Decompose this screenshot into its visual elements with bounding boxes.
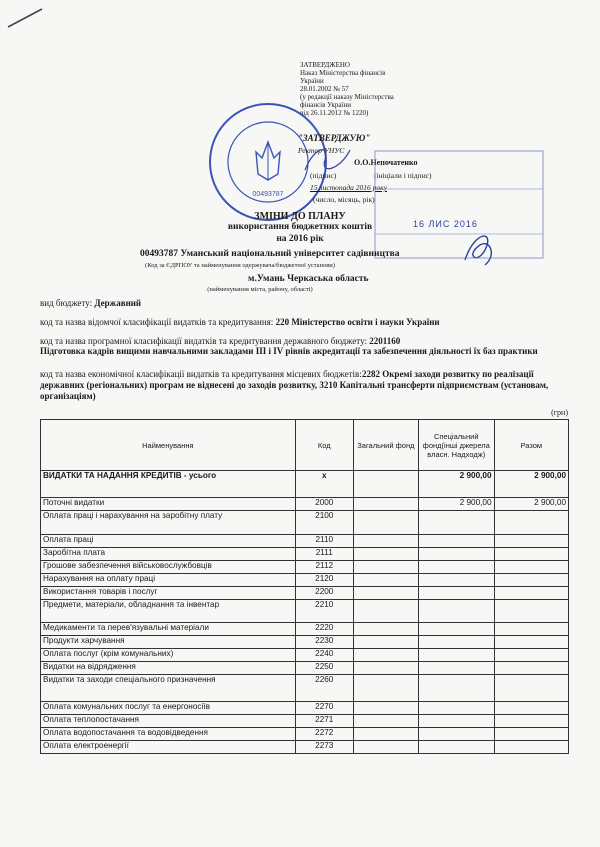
table-row: [41, 662, 569, 675]
row-general-fund: [353, 548, 418, 561]
row-special-fund: [418, 702, 494, 715]
approval-line: ЗАТВЕРДЖЕНО: [300, 61, 350, 69]
row-code: 2000: [295, 498, 353, 511]
table-row: [41, 561, 569, 574]
initials-caption: (ініціали і підпис): [374, 171, 432, 180]
approval-date: 15 листопада 2016 року: [310, 183, 388, 192]
table-row: [41, 728, 569, 741]
table-row: [41, 548, 569, 561]
row-general-fund: [353, 498, 418, 511]
row-code: 2111: [295, 548, 353, 561]
table-row: [41, 741, 569, 754]
approver-position: Ректор УНУС: [298, 146, 345, 155]
row-special-fund: [418, 623, 494, 636]
approval-line: України: [300, 77, 324, 85]
svg-text:00493787: 00493787: [252, 191, 284, 198]
department-code: [40, 317, 440, 327]
row-total: [494, 574, 568, 587]
document-subtitle: використання бюджетних коштів: [227, 222, 373, 232]
row-name: Предмети, матеріали, обладнання та інвентар: [41, 600, 296, 623]
table-row: [41, 574, 569, 587]
row-general-fund: [353, 662, 418, 675]
approval-line: 28.01.2002 № 57: [300, 85, 349, 93]
row-total: 2 900,00: [494, 471, 568, 498]
pen-stroke-mark: [6, 5, 46, 31]
city-line: м.Умань Черкаська область: [248, 274, 369, 284]
row-name: Грошове забезпечення військовослужбовців: [41, 561, 296, 574]
table-row: [41, 636, 569, 649]
row-name: Заробітна плата: [41, 548, 296, 561]
row-general-fund: [353, 471, 418, 498]
row-code: 2240: [295, 649, 353, 662]
row-total: [494, 561, 568, 574]
row-special-fund: [418, 662, 494, 675]
program-code-value: 2201160: [369, 336, 401, 346]
row-total: [494, 548, 568, 561]
row-name: Оплата теплопостачання: [41, 715, 296, 728]
row-total: [494, 675, 568, 702]
row-name: Медикаменти та перев'язувальні матеріали: [41, 623, 296, 636]
rector-signature: [300, 140, 360, 180]
table-row: [41, 587, 569, 600]
row-special-fund: [418, 600, 494, 623]
row-general-fund: [353, 561, 418, 574]
row-name: Видатки на відрядження: [41, 662, 296, 675]
program-name: Підготовка кадрів вищими навчальними закладами III і IV рівнів акредитації та забезпечення діяльності їх баз практики: [40, 346, 538, 356]
row-general-fund: [353, 741, 418, 754]
city-caption: (найменування міста, району, області): [207, 286, 313, 293]
row-name: Поточні видатки: [41, 498, 296, 511]
row-special-fund: [418, 574, 494, 587]
header-code: Код: [295, 420, 353, 471]
received-date: 16 ЛИС 2016: [413, 219, 478, 229]
table-row: [41, 623, 569, 636]
budget-type: [40, 298, 141, 308]
row-name: Видатки та заходи спеціального призначення: [41, 675, 296, 702]
row-code: 2100: [295, 511, 353, 535]
row-total: [494, 511, 568, 535]
row-general-fund: [353, 702, 418, 715]
row-general-fund: [353, 636, 418, 649]
budget-type-label: вид бюджету:: [40, 298, 93, 308]
document-year: на 2016 рік: [276, 234, 324, 244]
header-special-fund: Спеціальний фонд(інші джерела власн. Надходж): [418, 420, 494, 471]
row-special-fund: [418, 728, 494, 741]
row-code: 2272: [295, 728, 353, 741]
row-code: 2220: [295, 623, 353, 636]
row-total: [494, 741, 568, 754]
row-name: Оплата електроенергії: [41, 741, 296, 754]
table-row: [41, 675, 569, 702]
row-total: [494, 587, 568, 600]
currency-unit: (грн): [551, 408, 568, 417]
row-general-fund: [353, 715, 418, 728]
row-code: 2110: [295, 535, 353, 548]
department-label: код та назва відомчої класифікації видатків та кредитування:: [40, 317, 274, 327]
organization-line: 00493787 Уманський національний університет садівництва: [140, 249, 400, 259]
row-general-fund: [353, 535, 418, 548]
approval-line: Наказ Міністерства фінансів: [300, 69, 386, 77]
row-total: [494, 649, 568, 662]
row-total: [494, 535, 568, 548]
row-code: 2271: [295, 715, 353, 728]
row-total: 2 900,00: [494, 498, 568, 511]
row-code: 2273: [295, 741, 353, 754]
row-special-fund: [418, 535, 494, 548]
row-general-fund: [353, 574, 418, 587]
table-row: [41, 498, 569, 511]
table-row: [41, 715, 569, 728]
row-special-fund: [418, 675, 494, 702]
row-name: Оплата комунальних послуг та енергоносіїв: [41, 702, 296, 715]
row-total: [494, 636, 568, 649]
department-value: 220 Міністерство освіти і науки України: [275, 317, 440, 327]
approval-line: (у редакції наказу Міністерства: [300, 93, 394, 101]
row-code: х: [295, 471, 353, 498]
row-code: 2200: [295, 587, 353, 600]
local-code-value: 2282 Окремі заходи розвитку по реалізації державних (регіональних) програм не віднесені до заходів розвитку, 3210 Капітальні трансферти підприємствам (установам, організаціям): [40, 369, 549, 401]
row-special-fund: 2 900,00: [418, 471, 494, 498]
row-name: Оплата праці і нарахування на заробітну плату: [41, 511, 296, 535]
row-name: Продукти харчування: [41, 636, 296, 649]
program-label: код та назва програмної класифікації видатків та кредитування державного бюджету:: [40, 336, 367, 346]
approve-heading: "ЗАТВЕРДЖУЮ": [298, 133, 371, 143]
table-row: [41, 702, 569, 715]
row-name: Оплата послуг (крім комунальних): [41, 649, 296, 662]
table-row: [41, 649, 569, 662]
approval-line: фінансів України: [300, 101, 351, 109]
header-name: Найменування: [41, 420, 296, 471]
expenditure-table: [40, 419, 569, 754]
row-code: 2230: [295, 636, 353, 649]
row-code: 2270: [295, 702, 353, 715]
row-total: [494, 600, 568, 623]
row-general-fund: [353, 623, 418, 636]
budget-type-value: Державний: [94, 298, 142, 308]
header-total: Разом: [494, 420, 568, 471]
organization-caption: (Код за ЄДРПОУ та найменування одержувача/бюджетної установи): [145, 262, 335, 269]
table-row: [41, 511, 569, 535]
row-code: 2120: [295, 574, 353, 587]
row-name: Оплата праці: [41, 535, 296, 548]
row-general-fund: [353, 600, 418, 623]
document-title: ЗМІНИ ДО ПЛАНУ: [254, 211, 346, 222]
row-special-fund: [418, 587, 494, 600]
row-total: [494, 728, 568, 741]
row-special-fund: [418, 511, 494, 535]
row-special-fund: [418, 636, 494, 649]
row-name: Використання товарів і послуг: [41, 587, 296, 600]
row-general-fund: [353, 511, 418, 535]
row-total: [494, 715, 568, 728]
row-code: 2112: [295, 561, 353, 574]
row-special-fund: [418, 548, 494, 561]
row-code: 2260: [295, 675, 353, 702]
row-special-fund: [418, 561, 494, 574]
row-code: 2210: [295, 600, 353, 623]
row-total: [494, 702, 568, 715]
row-general-fund: [353, 649, 418, 662]
row-total: [494, 662, 568, 675]
header-general-fund: Загальний фонд: [353, 420, 418, 471]
row-general-fund: [353, 675, 418, 702]
signature-caption: (підпис): [310, 171, 337, 180]
row-code: 2250: [295, 662, 353, 675]
row-special-fund: [418, 649, 494, 662]
row-special-fund: 2 900,00: [418, 498, 494, 511]
table-row: [41, 600, 569, 623]
row-special-fund: [418, 741, 494, 754]
date-caption: (число, місяць, рік): [313, 195, 375, 204]
approval-line: від 26.11.2012 № 1220): [300, 109, 369, 117]
row-name: Оплата водопостачання та водовідведення: [41, 728, 296, 741]
row-general-fund: [353, 728, 418, 741]
table-row: [41, 471, 569, 498]
program-code: [40, 336, 400, 346]
local-code-label: код та назва економічної класифікації видатків та кредитування місцевих бюджетів:: [40, 369, 362, 379]
row-total: [494, 623, 568, 636]
row-general-fund: [353, 587, 418, 600]
row-name: Нарахування на оплату праці: [41, 574, 296, 587]
approver-name: О.О.Непочатенко: [354, 158, 418, 167]
table-header-row: [41, 420, 569, 471]
row-special-fund: [418, 715, 494, 728]
table-row: [41, 535, 569, 548]
row-name: ВИДАТКИ ТА НАДАННЯ КРЕДИТІВ - усього: [41, 471, 296, 498]
